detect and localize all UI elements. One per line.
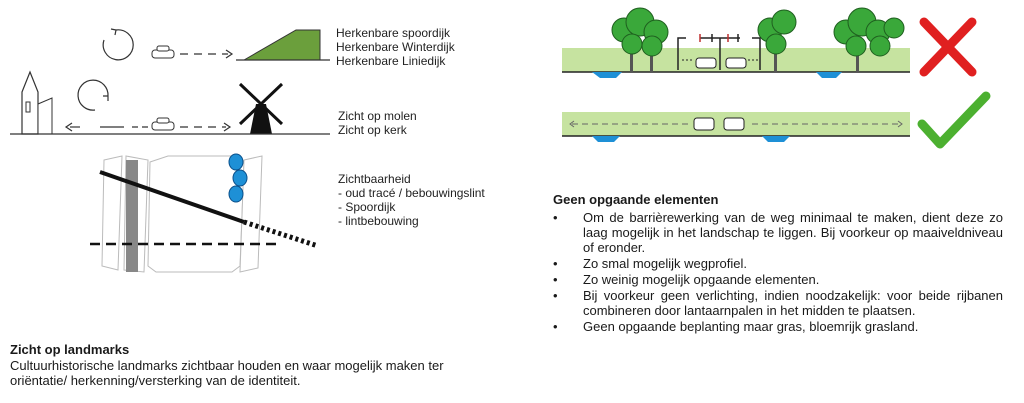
check-icon: [922, 96, 986, 144]
zichtbaarheid-row: [90, 154, 318, 272]
cross-icon: [924, 22, 972, 72]
label-lintbebouwing: - lintbebouwing: [338, 214, 419, 228]
bullet-dot: •: [553, 319, 558, 334]
bullet-dot: •: [553, 272, 558, 287]
good-road-profile: [562, 112, 910, 142]
bullet-text: Bij voorkeur geen verlichting, indien noodzakelijk: voor beide rijbanen combineren door lantaarnpalen in het midden te plaatsen.: [583, 288, 1003, 318]
list-item: [553, 319, 1003, 334]
spoordijk-band: [126, 160, 138, 272]
label-winterdijk: Herkenbare Winterdijk: [336, 40, 455, 54]
bullet-text: Om de barrièrewerking van de weg minimaal te maken, dient deze zo laag mogelijk in het landschap te liggen. Bij voorkeur op maaiveldniveau of eronder.: [583, 210, 1003, 255]
list-item: [553, 272, 1003, 287]
road-profile-diagrams: [0, 0, 1024, 160]
list-item: [553, 256, 1003, 271]
bullet-text: Geen opgaande beplanting maar gras, bloemrijk grasland.: [583, 319, 919, 334]
label-spoordijk-item: - Spoordijk: [338, 200, 396, 214]
landmarks-body: Cultuurhistorische landmarks zichtbaar houden en waar mogelijk maken ter oriëntatie/ herkenning/versterking van de identiteit.: [10, 358, 444, 388]
list-item: [553, 288, 1003, 318]
label-zicht-molen: Zicht op molen: [338, 109, 417, 123]
road-bullets: [553, 210, 1003, 334]
zichtbaarheid-labels: [338, 172, 485, 228]
label-spoordijk: Herkenbare spoordijk: [336, 26, 451, 40]
bullet-text: Zo weinig mogelijk opgaande elementen.: [583, 272, 820, 287]
label-liniedijk: Herkenbare Liniedijk: [336, 54, 446, 68]
landmarks-text-block: [10, 342, 480, 388]
list-item: [553, 210, 1003, 255]
road-title: Geen opgaande elementen: [553, 192, 719, 207]
bullet-dot: •: [553, 256, 558, 271]
landmarks-title: Zicht op landmarks: [10, 342, 130, 357]
bad-road-profile: [562, 8, 910, 78]
label-zichtbaarheid: Zichtbaarheid: [338, 172, 411, 186]
label-oud-trace: - oud tracé / bebouwingslint: [338, 186, 485, 200]
bullet-dot: •: [553, 288, 558, 303]
bullet-dot: •: [553, 210, 558, 225]
bullet-text: Zo smal mogelijk wegprofiel.: [583, 256, 748, 271]
label-zicht-kerk: Zicht op kerk: [338, 123, 407, 137]
road-text-block: [553, 192, 1003, 335]
